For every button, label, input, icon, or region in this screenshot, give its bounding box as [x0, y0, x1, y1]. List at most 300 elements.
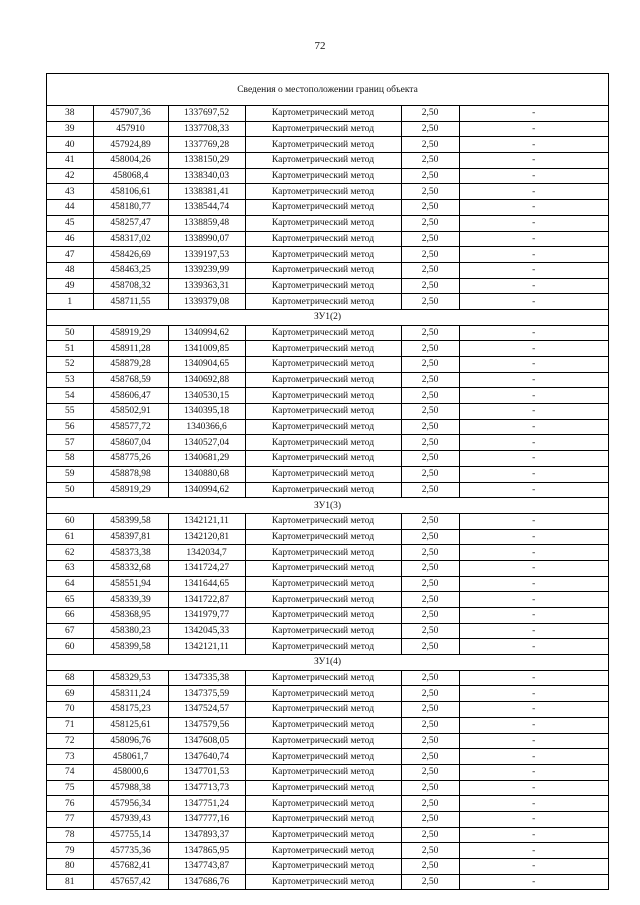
precision-cell: 2,50 [401, 357, 459, 373]
y-coordinate-cell: 1340395,18 [168, 404, 245, 420]
x-coordinate-cell: 458368,95 [93, 608, 168, 624]
point-number-cell: 58 [47, 451, 93, 467]
precision-cell: 2,50 [401, 200, 459, 216]
description-cell: - [459, 702, 608, 718]
description-cell: - [459, 137, 608, 153]
method-cell: Картометрический метод [245, 262, 401, 278]
precision-cell: 2,50 [401, 247, 459, 263]
x-coordinate-cell: 458096,76 [93, 733, 168, 749]
precision-cell: 2,50 [401, 325, 459, 341]
point-number-cell: 52 [47, 357, 93, 373]
method-cell: Картометрический метод [245, 435, 401, 451]
point-number-cell: 60 [47, 639, 93, 655]
point-number-cell: 59 [47, 466, 93, 482]
table-row [47, 231, 608, 247]
precision-cell: 2,50 [401, 702, 459, 718]
precision-cell: 2,50 [401, 513, 459, 529]
point-number-cell: 55 [47, 404, 93, 420]
point-number-cell: 38 [47, 106, 93, 121]
y-coordinate-cell: 1347686,76 [168, 874, 245, 889]
precision-cell: 2,50 [401, 764, 459, 780]
description-cell: - [459, 451, 608, 467]
point-number-cell: 49 [47, 278, 93, 294]
table-row [47, 278, 608, 294]
precision-cell: 2,50 [401, 137, 459, 153]
precision-cell: 2,50 [401, 168, 459, 184]
x-coordinate-cell: 457907,36 [93, 106, 168, 121]
point-number-cell: 51 [47, 341, 93, 357]
table-row [47, 200, 608, 216]
precision-cell: 2,50 [401, 451, 459, 467]
table-row [47, 121, 608, 137]
y-coordinate-cell: 1338340,03 [168, 168, 245, 184]
description-cell: - [459, 357, 608, 373]
table-row [47, 529, 608, 545]
method-cell: Картометрический метод [245, 843, 401, 859]
table-row [47, 482, 608, 498]
method-cell: Картометрический метод [245, 560, 401, 576]
coordinates-table-body [47, 106, 608, 889]
precision-cell: 2,50 [401, 262, 459, 278]
point-number-cell: 80 [47, 859, 93, 875]
precision-cell: 2,50 [401, 231, 459, 247]
precision-cell: 2,50 [401, 341, 459, 357]
y-coordinate-cell: 1340994,62 [168, 325, 245, 341]
y-coordinate-cell: 1340692,88 [168, 372, 245, 388]
precision-cell: 2,50 [401, 623, 459, 639]
x-coordinate-cell: 458380,23 [93, 623, 168, 639]
precision-cell: 2,50 [401, 435, 459, 451]
precision-cell: 2,50 [401, 404, 459, 420]
point-number-cell: 74 [47, 764, 93, 780]
method-cell: Картометрический метод [245, 357, 401, 373]
y-coordinate-cell: 1339363,31 [168, 278, 245, 294]
point-number-cell: 40 [47, 137, 93, 153]
x-coordinate-cell: 458332,68 [93, 560, 168, 576]
coordinates-table [47, 106, 608, 889]
y-coordinate-cell: 1338990,07 [168, 231, 245, 247]
description-cell: - [459, 435, 608, 451]
precision-cell: 2,50 [401, 670, 459, 686]
method-cell: Картометрический метод [245, 545, 401, 561]
y-coordinate-cell: 1347751,24 [168, 796, 245, 812]
point-number-cell: 75 [47, 780, 93, 796]
point-number-cell: 79 [47, 843, 93, 859]
point-number-cell: 65 [47, 592, 93, 608]
x-coordinate-cell: 457988,38 [93, 780, 168, 796]
y-coordinate-cell: 1338544,74 [168, 200, 245, 216]
table-row [47, 811, 608, 827]
point-number-cell: 42 [47, 168, 93, 184]
method-cell: Картометрический метод [245, 451, 401, 467]
y-coordinate-cell: 1347375,59 [168, 686, 245, 702]
precision-cell: 2,50 [401, 419, 459, 435]
y-coordinate-cell: 1347335,38 [168, 670, 245, 686]
x-coordinate-cell: 458329,53 [93, 670, 168, 686]
point-number-cell: 62 [47, 545, 93, 561]
table-row [47, 153, 608, 169]
y-coordinate-cell: 1340681,29 [168, 451, 245, 467]
precision-cell: 2,50 [401, 827, 459, 843]
table-row [47, 749, 608, 765]
x-coordinate-cell: 458606,47 [93, 388, 168, 404]
y-coordinate-cell: 1338150,29 [168, 153, 245, 169]
method-cell: Картометрический метод [245, 670, 401, 686]
x-coordinate-cell: 458180,77 [93, 200, 168, 216]
y-coordinate-cell: 1339379,08 [168, 294, 245, 310]
method-cell: Картометрический метод [245, 623, 401, 639]
method-cell: Картометрический метод [245, 513, 401, 529]
description-cell: - [459, 372, 608, 388]
precision-cell: 2,50 [401, 608, 459, 624]
description-cell: - [459, 482, 608, 498]
point-number-cell: 73 [47, 749, 93, 765]
precision-cell: 2,50 [401, 811, 459, 827]
x-coordinate-cell: 458426,69 [93, 247, 168, 263]
table-row [47, 608, 608, 624]
y-coordinate-cell: 1342121,11 [168, 639, 245, 655]
y-coordinate-cell: 1347701,53 [168, 764, 245, 780]
method-cell: Картометрический метод [245, 168, 401, 184]
method-cell: Картометрический метод [245, 419, 401, 435]
table-row [47, 670, 608, 686]
y-coordinate-cell: 1341009,85 [168, 341, 245, 357]
table-row [47, 184, 608, 200]
point-number-cell: 63 [47, 560, 93, 576]
method-cell: Картометрический метод [245, 733, 401, 749]
x-coordinate-cell: 457910 [93, 121, 168, 137]
point-number-cell: 69 [47, 686, 93, 702]
x-coordinate-cell: 457682,41 [93, 859, 168, 875]
precision-cell: 2,50 [401, 294, 459, 310]
description-cell: - [459, 278, 608, 294]
table-row [47, 372, 608, 388]
description-cell: - [459, 231, 608, 247]
description-cell: - [459, 811, 608, 827]
precision-cell: 2,50 [401, 576, 459, 592]
section-label: ЗУ1(4) [47, 655, 608, 671]
table-row [47, 404, 608, 420]
description-cell: - [459, 325, 608, 341]
precision-cell: 2,50 [401, 482, 459, 498]
y-coordinate-cell: 1347713,73 [168, 780, 245, 796]
y-coordinate-cell: 1340530,15 [168, 388, 245, 404]
y-coordinate-cell: 1339197,53 [168, 247, 245, 263]
y-coordinate-cell: 1347743,87 [168, 859, 245, 875]
description-cell: - [459, 529, 608, 545]
y-coordinate-cell: 1347893,37 [168, 827, 245, 843]
description-cell: - [459, 545, 608, 561]
x-coordinate-cell: 458175,23 [93, 702, 168, 718]
method-cell: Картометрический метод [245, 764, 401, 780]
description-cell: - [459, 733, 608, 749]
precision-cell: 2,50 [401, 639, 459, 655]
point-number-cell: 72 [47, 733, 93, 749]
y-coordinate-cell: 1340366,6 [168, 419, 245, 435]
table-row [47, 717, 608, 733]
point-number-cell: 67 [47, 623, 93, 639]
description-cell: - [459, 200, 608, 216]
description-cell: - [459, 859, 608, 875]
method-cell: Картометрический метод [245, 215, 401, 231]
point-number-cell: 68 [47, 670, 93, 686]
table-row [47, 262, 608, 278]
point-number-cell: 50 [47, 325, 93, 341]
method-cell: Картометрический метод [245, 106, 401, 121]
point-number-cell: 66 [47, 608, 93, 624]
x-coordinate-cell: 458711,55 [93, 294, 168, 310]
y-coordinate-cell: 1337708,33 [168, 121, 245, 137]
point-number-cell: 54 [47, 388, 93, 404]
point-number-cell: 45 [47, 215, 93, 231]
x-coordinate-cell: 458257,47 [93, 215, 168, 231]
y-coordinate-cell: 1347865,95 [168, 843, 245, 859]
y-coordinate-cell: 1340527,04 [168, 435, 245, 451]
x-coordinate-cell: 458399,58 [93, 513, 168, 529]
x-coordinate-cell: 458768,59 [93, 372, 168, 388]
precision-cell: 2,50 [401, 545, 459, 561]
section-header-row [47, 498, 608, 514]
page-number: 72 [314, 40, 326, 52]
method-cell: Картометрический метод [245, 686, 401, 702]
precision-cell: 2,50 [401, 780, 459, 796]
method-cell: Картометрический метод [245, 749, 401, 765]
y-coordinate-cell: 1337697,52 [168, 106, 245, 121]
description-cell: - [459, 749, 608, 765]
table-row [47, 513, 608, 529]
table-row [47, 357, 608, 373]
description-cell: - [459, 294, 608, 310]
section-header-row [47, 655, 608, 671]
description-cell: - [459, 106, 608, 121]
table-row [47, 859, 608, 875]
table-row [47, 388, 608, 404]
table-row [47, 639, 608, 655]
description-cell: - [459, 341, 608, 357]
method-cell: Картометрический метод [245, 859, 401, 875]
precision-cell: 2,50 [401, 560, 459, 576]
x-coordinate-cell: 458878,98 [93, 466, 168, 482]
method-cell: Картометрический метод [245, 592, 401, 608]
point-number-cell: 71 [47, 717, 93, 733]
precision-cell: 2,50 [401, 184, 459, 200]
table-row [47, 137, 608, 153]
method-cell: Картометрический метод [245, 153, 401, 169]
precision-cell: 2,50 [401, 372, 459, 388]
method-cell: Картометрический метод [245, 482, 401, 498]
method-cell: Картометрический метод [245, 325, 401, 341]
description-cell: - [459, 168, 608, 184]
point-number-cell: 60 [47, 513, 93, 529]
x-coordinate-cell: 457939,43 [93, 811, 168, 827]
point-number-cell: 78 [47, 827, 93, 843]
y-coordinate-cell: 1347640,74 [168, 749, 245, 765]
point-number-cell: 50 [47, 482, 93, 498]
x-coordinate-cell: 458311,24 [93, 686, 168, 702]
method-cell: Картометрический метод [245, 608, 401, 624]
precision-cell: 2,50 [401, 859, 459, 875]
table-row [47, 341, 608, 357]
precision-cell: 2,50 [401, 749, 459, 765]
description-cell: - [459, 796, 608, 812]
table-title: Сведения о местоположении границ объекта [47, 74, 608, 106]
table-row [47, 451, 608, 467]
precision-cell: 2,50 [401, 529, 459, 545]
description-cell: - [459, 560, 608, 576]
point-number-cell: 61 [47, 529, 93, 545]
table-row [47, 435, 608, 451]
y-coordinate-cell: 1342121,11 [168, 513, 245, 529]
precision-cell: 2,50 [401, 686, 459, 702]
table-row [47, 466, 608, 482]
description-cell: - [459, 592, 608, 608]
method-cell: Картометрический метод [245, 576, 401, 592]
x-coordinate-cell: 458708,32 [93, 278, 168, 294]
description-cell: - [459, 121, 608, 137]
precision-cell: 2,50 [401, 215, 459, 231]
x-coordinate-cell: 458317,02 [93, 231, 168, 247]
x-coordinate-cell: 458577,72 [93, 419, 168, 435]
method-cell: Картометрический метод [245, 372, 401, 388]
description-cell: - [459, 608, 608, 624]
y-coordinate-cell: 1341722,87 [168, 592, 245, 608]
method-cell: Картометрический метод [245, 796, 401, 812]
point-number-cell: 56 [47, 419, 93, 435]
table-row [47, 325, 608, 341]
x-coordinate-cell: 458775,26 [93, 451, 168, 467]
method-cell: Картометрический метод [245, 827, 401, 843]
precision-cell: 2,50 [401, 592, 459, 608]
x-coordinate-cell: 458879,28 [93, 357, 168, 373]
precision-cell: 2,50 [401, 796, 459, 812]
table-row [47, 764, 608, 780]
x-coordinate-cell: 458502,91 [93, 404, 168, 420]
precision-cell: 2,50 [401, 106, 459, 121]
method-cell: Картометрический метод [245, 811, 401, 827]
x-coordinate-cell: 458399,58 [93, 639, 168, 655]
y-coordinate-cell: 1341979,77 [168, 608, 245, 624]
x-coordinate-cell: 457924,89 [93, 137, 168, 153]
section-label: ЗУ1(2) [47, 309, 608, 325]
description-cell: - [459, 404, 608, 420]
y-coordinate-cell: 1347777,16 [168, 811, 245, 827]
table-row [47, 560, 608, 576]
method-cell: Картометрический метод [245, 184, 401, 200]
description-cell: - [459, 827, 608, 843]
x-coordinate-cell: 458125,61 [93, 717, 168, 733]
y-coordinate-cell: 1341724,27 [168, 560, 245, 576]
precision-cell: 2,50 [401, 717, 459, 733]
description-cell: - [459, 419, 608, 435]
description-cell: - [459, 184, 608, 200]
y-coordinate-cell: 1342034,7 [168, 545, 245, 561]
x-coordinate-cell: 457657,42 [93, 874, 168, 889]
x-coordinate-cell: 458106,61 [93, 184, 168, 200]
method-cell: Картометрический метод [245, 231, 401, 247]
table-row [47, 874, 608, 889]
table-row [47, 106, 608, 121]
table-row [47, 168, 608, 184]
method-cell: Картометрический метод [245, 466, 401, 482]
method-cell: Картометрический метод [245, 529, 401, 545]
method-cell: Картометрический метод [245, 702, 401, 718]
x-coordinate-cell: 457755,14 [93, 827, 168, 843]
x-coordinate-cell: 458004,26 [93, 153, 168, 169]
method-cell: Картометрический метод [245, 780, 401, 796]
description-cell: - [459, 717, 608, 733]
precision-cell: 2,50 [401, 874, 459, 889]
description-cell: - [459, 639, 608, 655]
point-number-cell: 47 [47, 247, 93, 263]
section-header-row [47, 309, 608, 325]
table-row [47, 843, 608, 859]
point-number-cell: 43 [47, 184, 93, 200]
table-row [47, 827, 608, 843]
method-cell: Картометрический метод [245, 341, 401, 357]
method-cell: Картометрический метод [245, 200, 401, 216]
method-cell: Картометрический метод [245, 121, 401, 137]
method-cell: Картометрический метод [245, 278, 401, 294]
table-row [47, 733, 608, 749]
description-cell: - [459, 247, 608, 263]
point-number-cell: 76 [47, 796, 93, 812]
precision-cell: 2,50 [401, 153, 459, 169]
x-coordinate-cell: 458397,81 [93, 529, 168, 545]
x-coordinate-cell: 457735,36 [93, 843, 168, 859]
precision-cell: 2,50 [401, 733, 459, 749]
x-coordinate-cell: 458463,25 [93, 262, 168, 278]
point-number-cell: 57 [47, 435, 93, 451]
point-number-cell: 64 [47, 576, 93, 592]
table-row [47, 592, 608, 608]
point-number-cell: 53 [47, 372, 93, 388]
x-coordinate-cell: 458551,94 [93, 576, 168, 592]
point-number-cell: 41 [47, 153, 93, 169]
x-coordinate-cell: 458919,29 [93, 325, 168, 341]
description-cell: - [459, 670, 608, 686]
description-cell: - [459, 764, 608, 780]
table-row [47, 576, 608, 592]
x-coordinate-cell: 457956,34 [93, 796, 168, 812]
point-number-cell: 48 [47, 262, 93, 278]
precision-cell: 2,50 [401, 388, 459, 404]
y-coordinate-cell: 1347579,56 [168, 717, 245, 733]
x-coordinate-cell: 458919,29 [93, 482, 168, 498]
point-number-cell: 70 [47, 702, 93, 718]
description-cell: - [459, 388, 608, 404]
y-coordinate-cell: 1338859,48 [168, 215, 245, 231]
x-coordinate-cell: 458911,28 [93, 341, 168, 357]
precision-cell: 2,50 [401, 278, 459, 294]
description-cell: - [459, 874, 608, 889]
description-cell: - [459, 153, 608, 169]
x-coordinate-cell: 458373,38 [93, 545, 168, 561]
table-row [47, 796, 608, 812]
point-number-cell: 77 [47, 811, 93, 827]
x-coordinate-cell: 458607,04 [93, 435, 168, 451]
y-coordinate-cell: 1347524,57 [168, 702, 245, 718]
precision-cell: 2,50 [401, 843, 459, 859]
y-coordinate-cell: 1341644,65 [168, 576, 245, 592]
description-cell: - [459, 843, 608, 859]
method-cell: Картометрический метод [245, 404, 401, 420]
y-coordinate-cell: 1342120,81 [168, 529, 245, 545]
x-coordinate-cell: 458000,6 [93, 764, 168, 780]
description-cell: - [459, 262, 608, 278]
method-cell: Картометрический метод [245, 388, 401, 404]
y-coordinate-cell: 1340880,68 [168, 466, 245, 482]
description-cell: - [459, 623, 608, 639]
